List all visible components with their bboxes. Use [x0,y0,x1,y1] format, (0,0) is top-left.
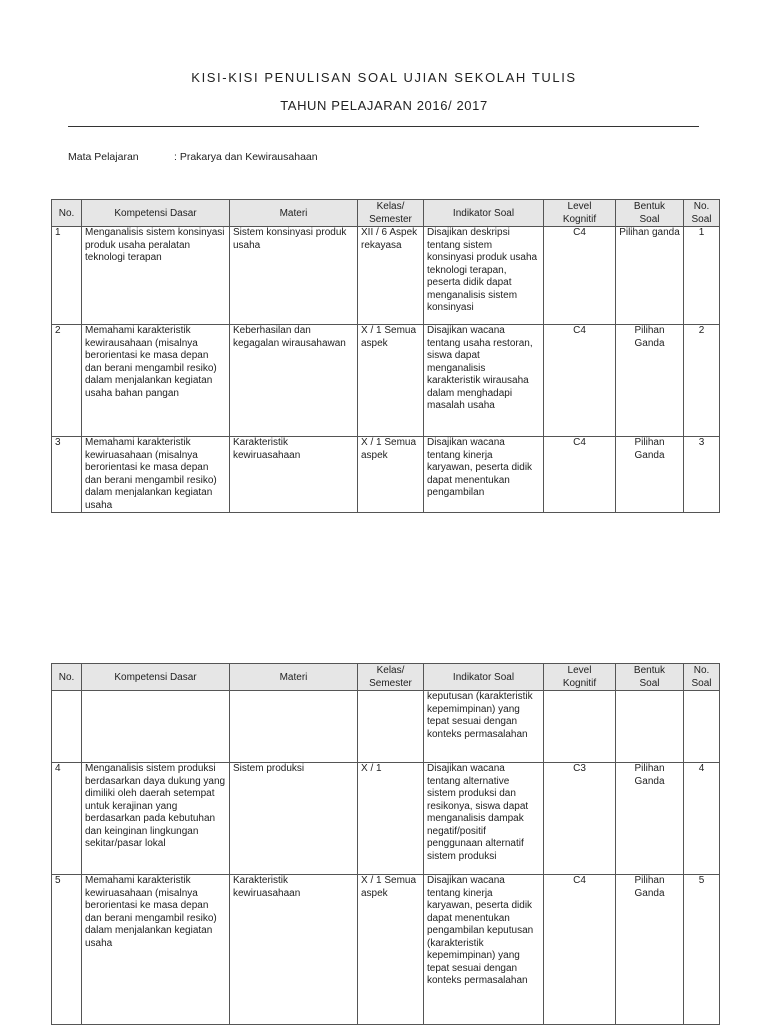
table-row [52,227,720,325]
cell-kelas: X / 1 Semua aspek [358,437,424,513]
cell-kompetensi: Memahami karakteristik kewiruasahaan (misalnya berorientasi ke masa depan dan berani mengambil resiko) dalam menjalankan kegiatan usaha [82,875,230,1025]
cell-kompetensi: Menganalisis sistem konsinyasi produk usaha peralatan teknologi terapan [82,227,230,325]
cell-bentuk: Pilihan Ganda [616,325,684,437]
table-row [52,325,720,437]
kisi-table-page1 [51,199,720,513]
cell-kelas: X / 1 Semua aspek [358,875,424,1025]
header-level: Level Kognitif [544,200,616,227]
cell-no: 5 [52,875,82,1025]
cell-level [544,691,616,763]
cell-no [52,691,82,763]
cell-bentuk: Pilihan Ganda [616,763,684,875]
cell-bentuk: Pilihan Ganda [616,875,684,1025]
header-materi: Materi [230,200,358,227]
table-row [52,763,720,875]
cell-no-soal: 5 [684,875,720,1025]
cell-materi: Sistem konsinyasi produk usaha [230,227,358,325]
cell-indikator: Disajikan deskripsi tentang sistem konsinyasi produk usaha teknologi terapan, peserta didik dapat menganalisis sistem konsinyasi [424,227,544,325]
header-kelas: Kelas/ Semester [358,200,424,227]
cell-materi: Karakteristik kewiruasahaan [230,875,358,1025]
cell-no-soal: 4 [684,763,720,875]
header-bentuk: Bentuk Soal [616,664,684,691]
cell-indikator: Disajikan wacana tentang alternative sistem produksi dan resikonya, siswa dapat menganalisis dampak negatif/positif penggunaan alternatif sistem produksi [424,763,544,875]
cell-materi: Karakteristik kewiruasahaan [230,437,358,513]
cell-kompetensi: Memahami karakteristik kewirausahaan (misalnya berorientasi ke masa depan dan berani mengambil resiko) dalam menjalankan kegiatan usaha bahan pangan [82,325,230,437]
cell-bentuk [616,691,684,763]
cell-bentuk: Pilihan Ganda [616,437,684,513]
cell-bentuk: Pilihan ganda [616,227,684,325]
header-no-soal: No. Soal [684,200,720,227]
cell-no-soal [684,691,720,763]
header-no: No. [52,664,82,691]
cell-indikator: Disajikan wacana tentang kinerja karyawan, peserta didik dapat menentukan pengambilan keputusan (karakteristik kepemimpinan) yang tepat sesuai dengan konteks permasalahan [424,875,544,1025]
table-row [52,691,720,763]
cell-level: C4 [544,875,616,1025]
cell-no: 2 [52,325,82,437]
cell-no-soal: 2 [684,325,720,437]
title-divider [68,126,699,127]
table-row [52,437,720,513]
cell-kelas [358,691,424,763]
cell-level: C4 [544,325,616,437]
subject-label: Mata Pelajaran [68,151,139,163]
document-title: KISI-KISI PENULISAN SOAL UJIAN SEKOLAH TULIS [191,70,577,85]
cell-kompetensi: Memahami karakteristik kewiruasahaan (misalnya berorientasi ke masa depan dan berani mengambil resiko) dalam menjalankan kegiatan usaha [82,437,230,513]
cell-indikator: Disajikan wacana tentang usaha restoran, siswa dapat menganalisis karakteristik wirausaha dalam menghadapi masalah usaha [424,325,544,437]
document-subtitle: TAHUN PELAJARAN 2016/ 2017 [280,98,488,113]
header-kompetensi: Kompetensi Dasar [82,200,230,227]
header-kelas: Kelas/ Semester [358,664,424,691]
kisi-table-page2 [51,663,720,1025]
cell-materi: Sistem produksi [230,763,358,875]
cell-kompetensi [82,691,230,763]
cell-indikator: Disajikan wacana tentang kinerja karyawan, peserta didik dapat menentukan pengambilan [424,437,544,513]
cell-kelas: XII / 6 Aspek rekayasa [358,227,424,325]
cell-level: C4 [544,227,616,325]
header-materi: Materi [230,664,358,691]
header-no-soal: No. Soal [684,664,720,691]
cell-indikator: keputusan (karakteristik kepemimpinan) yang tepat sesuai dengan konteks permasalahan [424,691,544,763]
cell-kelas: X / 1 [358,763,424,875]
cell-materi [230,691,358,763]
cell-level: C3 [544,763,616,875]
cell-level: C4 [544,437,616,513]
header-indikator: Indikator Soal [424,200,544,227]
header-bentuk: Bentuk Soal [616,200,684,227]
cell-kompetensi: Menganalisis sistem produksi berdasarkan daya dukung yang dimiliki oleh daerah setempat untuk kerajinan yang berdasarkan pada kebutuhan dan keinginan lingkungan sekitar/pasar lokal [82,763,230,875]
cell-kelas: X / 1 Semua aspek [358,325,424,437]
cell-no: 3 [52,437,82,513]
subject-value: : Prakarya dan Kewirausahaan [174,151,318,163]
cell-materi: Keberhasilan dan kegagalan wirausahawan [230,325,358,437]
header-no: No. [52,200,82,227]
cell-no-soal: 3 [684,437,720,513]
header-level: Level Kognitif [544,664,616,691]
cell-no: 4 [52,763,82,875]
table-row [52,875,720,1025]
header-kompetensi: Kompetensi Dasar [82,664,230,691]
cell-no-soal: 1 [684,227,720,325]
table-header-row [52,200,720,227]
subject-line [68,151,318,163]
header-indikator: Indikator Soal [424,664,544,691]
table-header-row [52,664,720,691]
cell-no: 1 [52,227,82,325]
